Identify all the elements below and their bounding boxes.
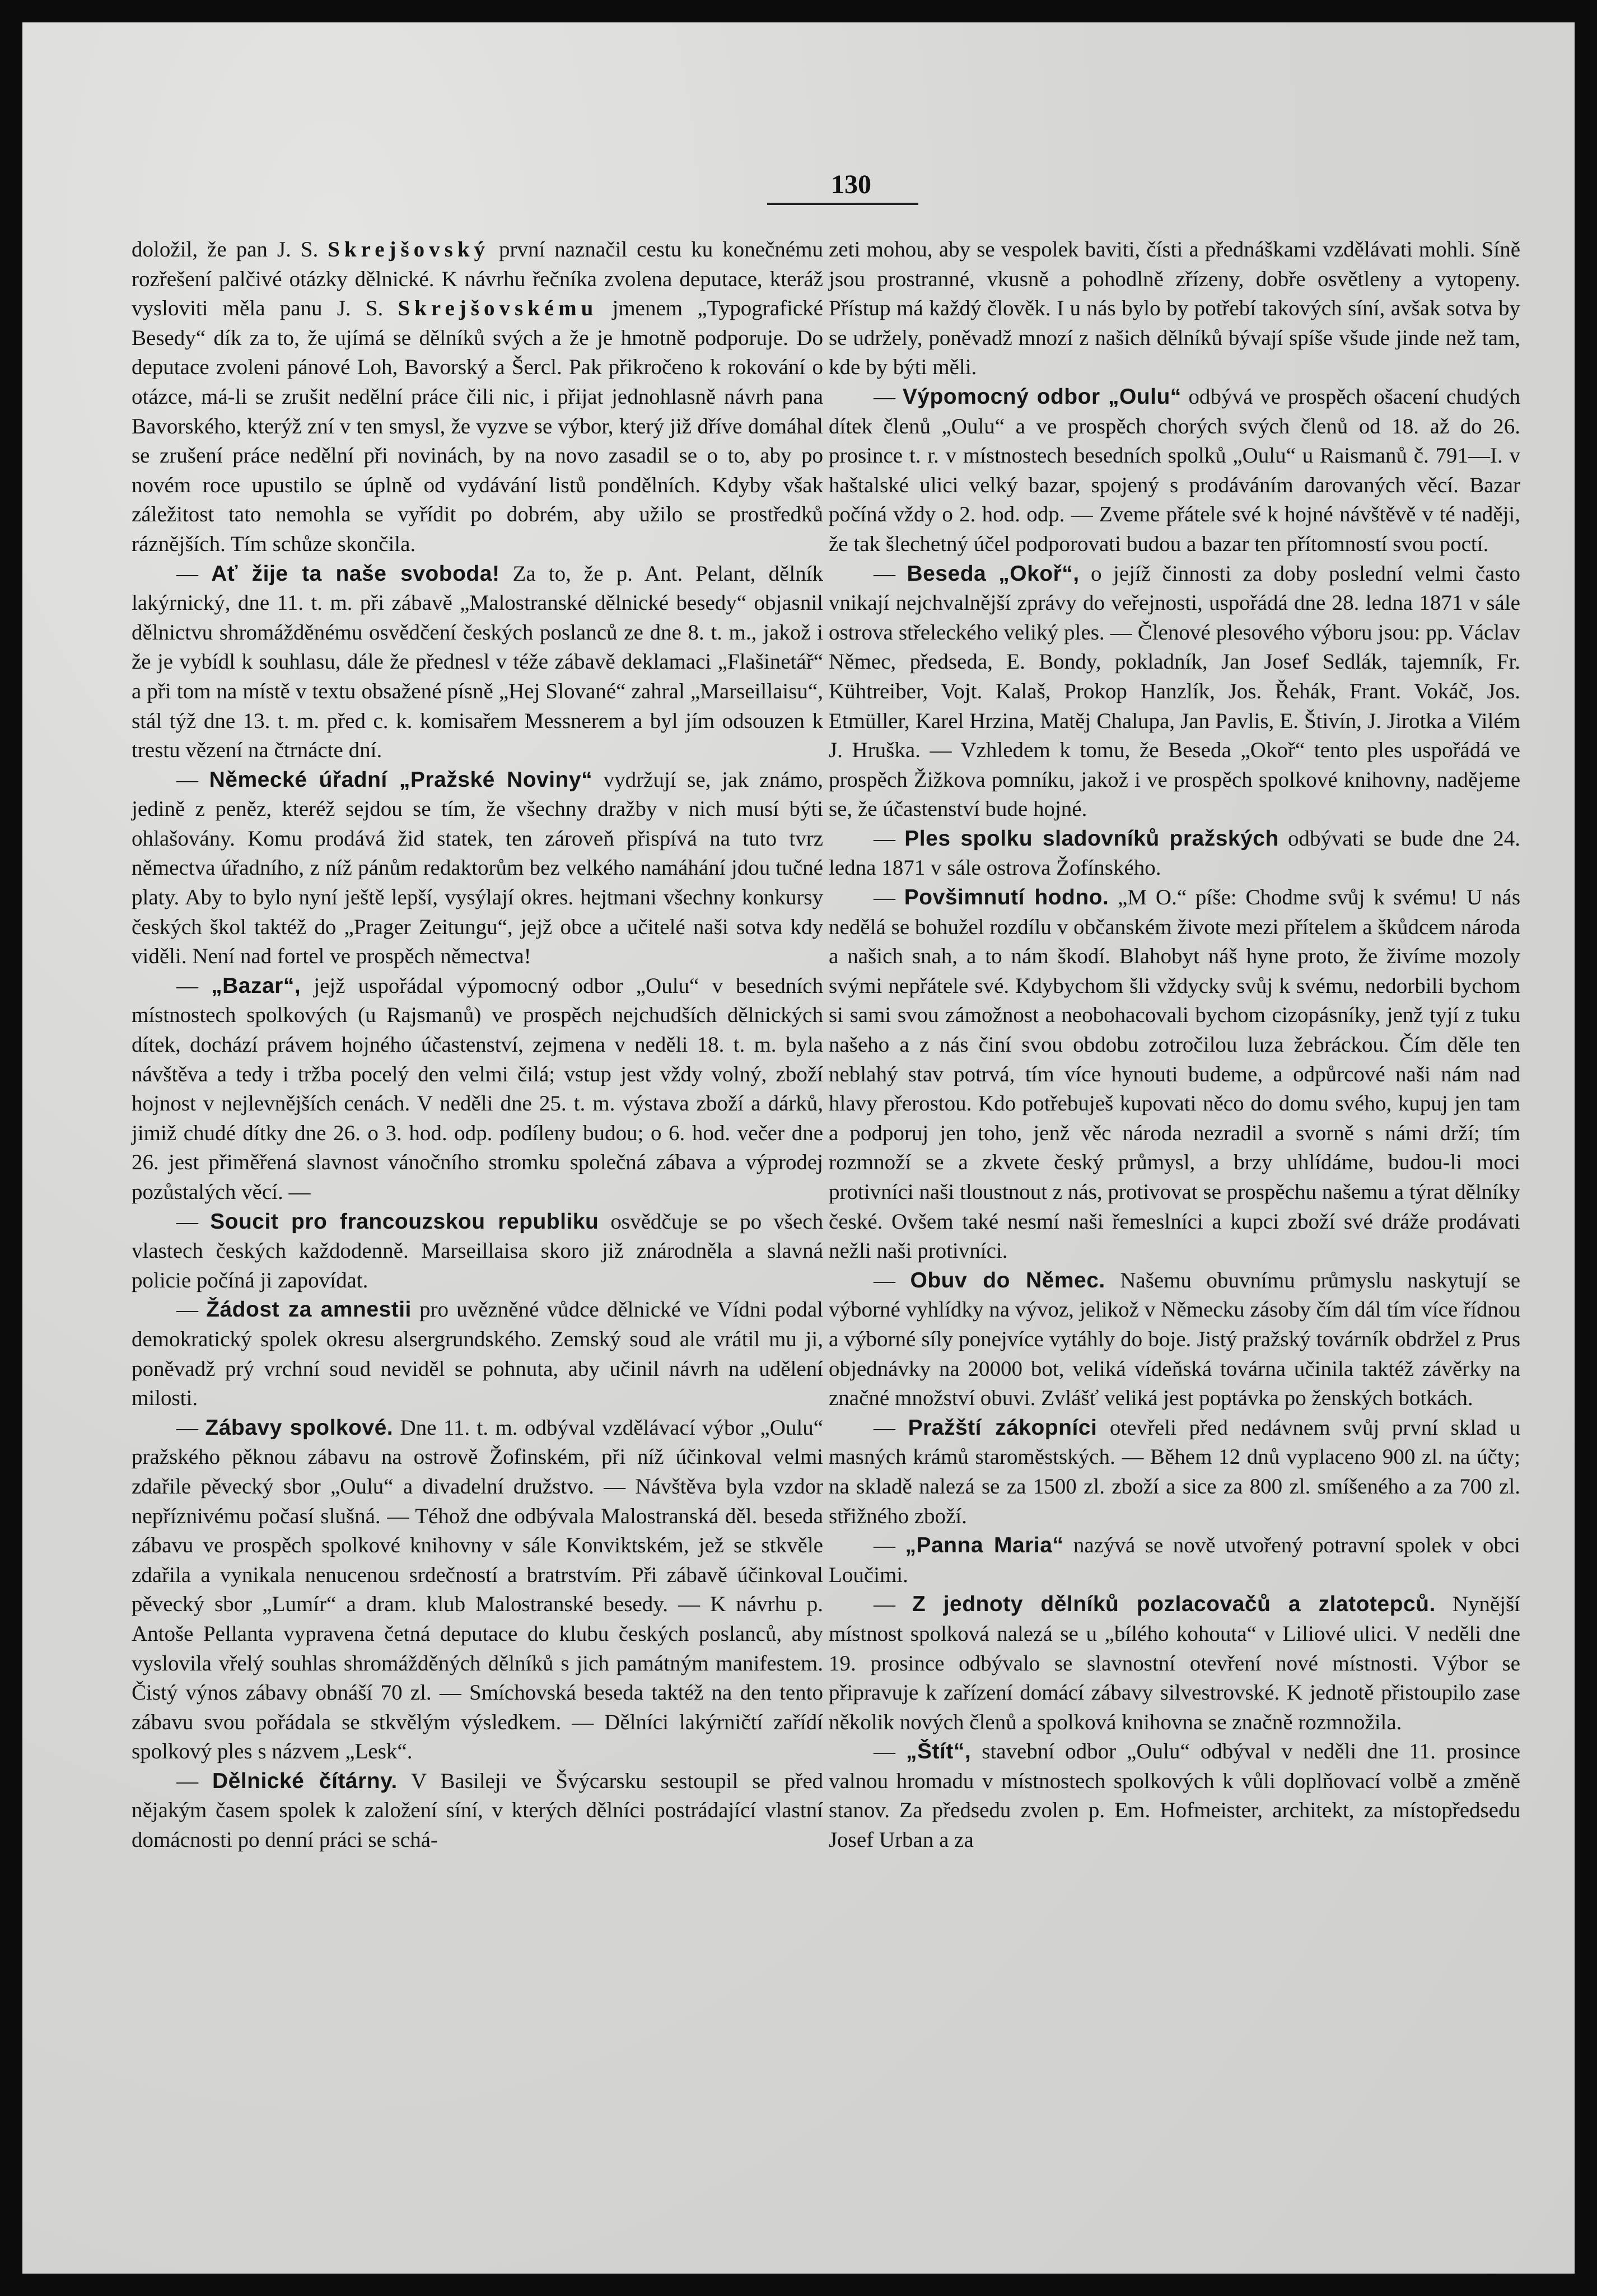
- article-heading: Německé úřadní „Pražské Noviny“: [209, 767, 593, 792]
- article-text: Dne 11. t. m. odbýval vzdělávací výbor „Oulu“ pražského pěknou zábavu na ostrově Žofinském, při níž účinkoval velmi zdařile pěvecký sbor „Oulu“ a divadelní družstvo. — Návštěva byla vzdor nepříznivému počasí slušná. — Téhož dne odbývala Malostranská děl. beseda zábavu ve prospěch spolkové knihovny v sále Konviktském, jež se stkvěle zdařila a vynikala nenucenou srdečností a bratrstvím. Při zábavě účinkoval pěvecký sbor „Lumír“ a dram. klub Malostranské besedy. — K návrhu p. Antoše Pellanta vypravena četná deputace do klubu českých poslanců, aby vyslovila vřelý souhlas shromážděných dělníků s jich památným manifestem. Čistý výnos zábavy obnáší 70 zl. — Smíchovská beseda taktéž na den tento zábavu svou pořádala se stkvělým výsledkem. — Dělníci lakýrničtí zařídí spolkový ples s názvem „Lesk“.: [132, 1415, 824, 1764]
- article-text: jmenem „Typografické Besedy“ dík za to, že ujímá se dělníků svých a že je hmotně podporuje. Do deputace zvoleni pánové Loh, Bavorský a Šercl. Pak přikročeno k rokování o otázce, má-li se zrušit nedělní práce čili nic, i přijat jednohlasně návrh pana Bavorského, kterýž zní v ten smysl, že vyzve se výbor, který již dříve domáhal se zrušení práce nedělní při novinách, by na novo zasadil se o to, aby po novém roce upustilo se úplně od vydávání listů pondělních. Kdyby však záležitost tato nemohla se vyřídit po dobrém, aby užilo se prostředků ráznějších. Tím schůze skončila.: [132, 296, 823, 556]
- article-text: pro uvězněné vůdce dělnické ve Vídni podal demokratický spolek okresu alsergrundského. Zemský soud ale vrátil mu ji, poněvadž prý vrchní soud neviděl se pohnuta, aby učinil návrh na udělení milosti.: [132, 1298, 823, 1411]
- article-heading: „Štít“,: [906, 1739, 972, 1764]
- article-text: Za to, že p. Ant. Pelant, dělník lakýrnický, dne 11. t. m. při zábavě „Malostranské dělnické besedy“ objasnil dělnictvu shromážděnému osvědčení českých poslanců ze dne 8. t. m., jakož i že je vybídl k souhlasu, dále že přednesl v téže zábavě deklamaci „Flašinetář“ a při tom na místě v textu obsažené písně „Hej Slované“ zahral „Marseillaisu“, stál týž dne 13. t. m. před c. k. komisařem Messnerem a byl jím odsouzen k trestu vězení na čtrnácte dní.: [132, 561, 823, 763]
- page-number-rule: [767, 203, 918, 205]
- article-paragraph: — „Panna Maria“ nazývá se nově utvořený potravní spolek v obci Loučimi.: [829, 1533, 1520, 1587]
- article-paragraph: [829, 235, 1520, 382]
- article-text: odbývati se bude dne 24. ledna 1871 v sále ostrova Žofínského.: [829, 826, 1520, 880]
- article-paragraph: — „Štít“, stavební odbor „Oulu“ odbýval v neděli dne 11. prosince valnou hromadu v místnostech spolkových k vůli doplňovací volbě a změně stanov. Za předsedu zvolen p. Em. Hofmeister, architekt, za místopředsedu Josef Urban a za: [829, 1739, 1521, 1852]
- article-heading: Dělnické čítárny.: [212, 1768, 398, 1793]
- article-heading: Ples spolku sladovníků pražských: [904, 826, 1279, 851]
- article-heading: „Panna Maria“: [905, 1533, 1064, 1558]
- article-text: otevřeli před nedávnem svůj první sklad u masných krámů staroměstských. — Během 12 dnů vyplaceno 900 zl. na účty; na skladě nalezá se za 1500 zl. zboží a sice za 800 zl. smíšeného a za 700 zl. střižného zboží.: [829, 1415, 1521, 1528]
- article-text: nazývá se nově utvořený potravní spolek v obci Loučimi.: [829, 1533, 1520, 1587]
- article-paragraph: — Ples spolku sladovníků pražských odbývati se bude dne 24. ledna 1871 v sále ostrova Žofínského.: [829, 826, 1520, 880]
- article-paragraph: — Soucit pro francouzskou republiku osvědčuje se po všech vlastech českých každodenně. Marseillaisa skoro již znárodněla a slavná policie počíná ji zapovídat.: [132, 1209, 824, 1292]
- article-text: stavební odbor „Oulu“ odbýval v neděli dne 11. prosince valnou hromadu v místnostech spolkových k vůli doplňovací volbě a změně stanov. Za předsedu zvolen p. Em. Hofmeister, architekt, za místopředsedu Josef Urban a za: [829, 1739, 1521, 1852]
- article-paragraph: — Žádost za amnestii pro uvězněné vůdce dělnické ve Vídni podal demokratický spolek okresu alsergrundského. Zemský soud ale vrátil mu ji, poněvadž prý vrchní soud neviděl se pohnuta, aby učinil návrh na udělení milosti.: [132, 1298, 823, 1411]
- article-heading: Výpomocný odbor „Oulu“: [902, 384, 1182, 409]
- article-text: Našemu obuvnímu průmyslu naskytují se výborné vyhlídky na vývoz, jelikož v Německu zásoby čím dál tím více řídnou a výborné síly ponejvíce vytáhly do boje. Jistý pražský továrník obdržel z Prus objednávky na 20000 bot, veliká vídeňská továrna učinila taktéž závěrky na značné množství obuvi. Zvlášť veliká jest poptávka po ženských botkách.: [829, 1268, 1520, 1411]
- article-heading: Z jednoty dělníků pozlacovačů a zlatotepců.: [912, 1592, 1436, 1617]
- left-column: [132, 235, 823, 1855]
- article-heading: Zábavy spolkové.: [205, 1415, 394, 1440]
- article-paragraph: — Beseda „Okoř“, o jejíž činnosti za doby poslední velmi často vnikají nejchvalnější zprávy do veřejnosti, uspořádá dne 28. ledna 1871 v sále ostrova střeleckého veliký ples. — Členové plesového výboru jsou: pp. Václav Němec, předseda, E. Bondy, pokladník, Jan Josef Sedlák, tajemník, Fr. Kühtreiber, Vojt. Kalaš, Prokop Hanzlík, Jos. Řehák, Frant. Vokáč, Jos. Etmüller, Karel Hrzina, Matěj Chalupa, Jan Pavlis, E. Štivín, J. Jirotka a Vilém J. Hruška. — Vzhledem k tomu, že Beseda „Okoř“ tento ples uspořádá ve prospěch Žižkova pomníku, jakož i ve prospěch spolkové knihovny, nadějeme se, že účastenství bude hojné.: [829, 561, 1520, 822]
- article-heading: Povšimnutí hodno.: [904, 885, 1109, 910]
- article-paragraph: — Německé úřadní „Pražské Noviny“ vydržují se, jak známo, jedině z peněz, kteréž sejdou se tím, že všechny dražby v nich musí býti ohlašovány. Komu prodává žid statek, ten zároveň přispívá na tuto tvrz němectva úřadního, z níž pánům redaktorům bez velkého namáhání jdou tučné platy. Aby to bylo nyní ještě lepší, vysýlají okres. hejtmani všechny konkursy českých škol taktéž do „Prager Zeitungu“, jejž obce a učitelé naši sotva kdy viděli. Není nad fortel ve prospěch němectva!: [132, 767, 824, 969]
- spaced-name: Skrejšovský: [328, 237, 490, 262]
- article-heading: Obuv do Němec.: [910, 1268, 1105, 1292]
- article-text: osvědčuje se po všech vlastech českých každodenně. Marseillaisa skoro již znárodněla a slavná policie počíná ji zapovídat.: [132, 1209, 824, 1292]
- article-paragraph: — Pražští zákopníci otevřeli před nedávnem svůj první sklad u masných krámů staroměstských. — Během 12 dnů vyplaceno 900 zl. na účty; na skladě nalezá se za 1500 zl. zboží a sice za 800 zl. smíšeného a za 700 zl. střižného zboží.: [829, 1415, 1521, 1528]
- article-heading: Beseda „Okoř“,: [907, 561, 1080, 586]
- article-paragraph: — Ať žije ta naše svoboda! Za to, že p. Ant. Pelant, dělník lakýrnický, dne 11. t. m. při zábavě „Malostranské dělnické besedy“ objasnil dělnictvu shromážděnému osvědčení českých poslanců ze dne 8. t. m., jakož i že je vybídl k souhlasu, dále že přednesl v téže zábavě deklamaci „Flašinetář“ a při tom na místě v textu obsažené písně „Hej Slované“ zahral „Marseillaisu“, stál týž dne 13. t. m. před c. k. komisařem Messnerem a byl jím odsouzen k trestu vězení na čtrnácte dní.: [132, 561, 823, 763]
- right-column: [829, 235, 1520, 1855]
- article-paragraph: — Z jednoty dělníků pozlacovačů a zlatotepců. Nynější místnost spolková nalezá se u „bílého kohouta“ v Liliové ulici. V neděli dne 19. prosince odbývalo se slavnostní otevření nové místnosti. Výbor se připravuje k zařízení domácí zábavy silvestrovské. K jednotě přistoupilo zase několik nových členů a spolková knihovna se značně rozmnožila.: [829, 1592, 1521, 1734]
- page-number: 130: [831, 170, 871, 199]
- article-text: doložil, že pan J. S.: [132, 237, 328, 262]
- article-paragraph: — „Bazar“, jejž uspořádal výpomocný odbor „Oulu“ v besedních místnostech spolkových (u Rajsmanů) ve prospěch nejchudších dělnických dítek, dochází právem hojného účastenství, zejmena v neděli 18. t. m. byla návštěva a tedy i tržba pocelý den velmi čilá; vstup jest vždy volný, zboží hojnost v nejlevnějších cenách. V neděli dne 25. t. m. výstava zboží a dárků, jimiž chudé dítky dne 26. o 3. hod. odp. podíleny budou; o 6. hod. večer dne 26. jest přiměřená slavnost vánočního stromku společná zábava a výprodej pozůstalých věcí. —: [132, 973, 824, 1204]
- article-text: o jejíž činnosti za doby poslední velmi často vnikají nejchvalnější zprávy do veřejnosti, uspořádá dne 28. ledna 1871 v sále ostrova střeleckého veliký ples. — Členové plesového výboru jsou: pp. Václav Němec, předseda, E. Bondy, pokladník, Jan Josef Sedlák, tajemník, Fr. Kühtreiber, Vojt. Kalaš, Prokop Hanzlík, Jos. Řehák, Frant. Vokáč, Jos. Etmüller, Karel Hrzina, Matěj Chalupa, Jan Pavlis, E. Štivín, J. Jirotka a Vilém J. Hruška. — Vzhledem k tomu, že Beseda „Okoř“ tento ples uspořádá ve prospěch Žižkova pomníku, jakož i ve prospěch spolkové knihovny, nadějeme se, že účastenství bude hojné.: [829, 561, 1520, 822]
- article-paragraph: — Dělnické čítárny. V Basileji ve Švýcarsku sestoupil se před nějakým časem spolek k založení síní, v kterých dělníci postrádající vlastní domácnosti po denní práci se schá-: [132, 1768, 824, 1852]
- article-text: odbývá ve prospěch ošacení chudých dítek členů „Oulu“ a ve prospěch chorých svých členů od 18. až do 26. prosince t. r. v místnostech besedních spolků „Oulu“ u Raismanů č. 791—I. v haštalské ulici velký bazar, spojený s prodáváním darovaných věcí. Bazar počíná vždy o 2. hod. odp. — Zveme přátele své k hojné návštěvě v té naději, že tak šlechetný účel podporovati budou a bazar ten přítomností svou poctí.: [829, 384, 1521, 556]
- article-paragraph: — Zábavy spolkové. Dne 11. t. m. odbýval vzdělávací výbor „Oulu“ pražského pěknou zábavu na ostrově Žofinském, při níž účinkoval velmi zdařile pěvecký sbor „Oulu“ a divadelní družstvo. — Návštěva byla vzdor nepříznivému počasí slušná. — Téhož dne odbývala Malostranská děl. beseda zábavu ve prospěch spolkové knihovny v sále Konviktském, jež se stkvěle zdařila a vynikala nenucenou srdečností a bratrstvím. Při zábavě účinkoval pěvecký sbor „Lumír“ a dram. klub Malostranské besedy. — K návrhu p. Antoše Pellanta vypravena četná deputace do klubu českých poslanců, aby vyslovila vřelý souhlas shromážděných dělníků s jich památným manifestem. Čistý výnos zábavy obnáší 70 zl. — Smíchovská beseda taktéž na den tento zábavu svou pořádala se stkvělým výsledkem. — Dělníci lakýrničtí zařídí spolkový ples s názvem „Lesk“.: [132, 1415, 824, 1764]
- article-text: první naznačil cestu ku konečnému rozřešení palčivé otázky dělnické. K návrhu řečníka zvolena deputace, kteráž vysloviti měla panu J. S.: [132, 237, 823, 321]
- article-text: vydržují se, jak známo, jedině z peněz, kteréž sejdou se tím, že všechny dražby v nich musí býti ohlašovány. Komu prodává žid statek, ten zároveň přispívá na tuto tvrz němectva úřadního, z níž pánům redaktorům bez velkého namáhání jdou tučné platy. Aby to bylo nyní ještě lepší, vysýlají okres. hejtmani všechny konkursy českých škol taktéž do „Prager Zeitungu“, jejž obce a učitelé naši sotva kdy viděli. Není nad fortel ve prospěch němectva!: [132, 767, 824, 969]
- newspaper-page: [22, 22, 1575, 2274]
- article-paragraph: [132, 235, 823, 559]
- article-text: Nynější místnost spolková nalezá se u „bílého kohouta“ v Liliové ulici. V neděli dne 19. prosince odbývalo se slavnostní otevření nové místnosti. Výbor se připravuje k zařízení domácí zábavy silvestrovské. K jednotě přistoupilo zase několik nových členů a spolková knihovna se značně rozmnožila.: [829, 1592, 1521, 1734]
- article-heading: Žádost za amnestii: [206, 1298, 412, 1322]
- article-paragraph: — Povšimnutí hodno. „M O.“ píše: Chodme svůj k svému! U nás nedělá se bohužel rozdílu v občanském živote mezi přítelem a škůdcem národa a našich snah, a to nám škodí. Blahobyt náš hyne proto, že živíme mozoly svými nepřátele své. Kdybychom šli vždycky svůj k svému, nedorbili bychom si sami svou zámožnost a neobohacovali bychom cizopásníky, jenž tyjí z tuku našeho a z nás činí svou obdobu zotročilou luza žebráckou. Čím děle ten neblahý stav potrvá, tím více hynouti budeme, a odpůrcové naši nám nad hlavy přerostou. Kdo potřebuješ kupovati něco do domu svého, kupuj jen tam a podporuj jen toho, jenž věc národa nezradil a svorně s námi drží; tím rozmnoží se a zkvete český průmysl, a brzy uhlídáme, budou-li moci protivníci naši tloustnout z nás, protivovat se prospěchu našemu a týrat dělníky české. Ovšem také nesmí naši řemeslníci a kupci zboží své dráže prodávati nežli naši protivníci.: [829, 885, 1520, 1263]
- article-heading: Soucit pro francouzskou republiku: [210, 1209, 599, 1234]
- spaced-name: Skrejšovskému: [398, 296, 598, 321]
- article-text: „M O.“ píše: Chodme svůj k svému! U nás nedělá se bohužel rozdílu v občanském živote mezi přítelem a škůdcem národa a našich snah, a to nám škodí. Blahobyt náš hyne proto, že živíme mozoly svými nepřátele své. Kdybychom šli vždycky svůj k svému, nedorbili bychom si sami svou zámožnost a neobohacovali bychom cizopásníky, jenž tyjí z tuku našeho a z nás činí svou obdobu zotročilou luza žebráckou. Čím děle ten neblahý stav potrvá, tím více hynouti budeme, a odpůrcové naši nám nad hlavy přerostou. Kdo potřebuješ kupovati něco do domu svého, kupuj jen tam a podporuj jen toho, jenž věc národa nezradil a svorně s námi drží; tím rozmnoží se a zkvete český průmysl, a brzy uhlídáme, budou-li moci protivníci naši tloustnout z nás, protivovat se prospěchu našemu a týrat dělníky české. Ovšem také nesmí naši řemeslníci a kupci zboží své dráže prodávati nežli naši protivníci.: [829, 885, 1520, 1263]
- article-text: jejž uspořádal výpomocný odbor „Oulu“ v besedních místnostech spolkových (u Rajsmanů) ve prospěch nejchudších dělnických dítek, dochází právem hojného účastenství, zejmena v neděli 18. t. m. byla návštěva a tedy i tržba pocelý den velmi čilá; vstup jest vždy volný, zboží hojnost v nejlevnějších cenách. V neděli dne 25. t. m. výstava zboží a dárků, jimiž chudé dítky dne 26. o 3. hod. odp. podíleny budou; o 6. hod. večer dne 26. jest přiměřená slavnost vánočního stromku společná zábava a výprodej pozůstalých věcí. —: [132, 973, 824, 1204]
- article-heading: „Bazar“,: [211, 973, 301, 998]
- article-text: zeti mohou, aby se vespolek baviti, čísti a přednáškami vzdělávati mohli. Síně jsou prostranné, vkusně a pohodlně zřízeny, dobře osvětleny a vytopeny. Přístup má každý člověk. I u nás bylo by potřebí takových síní, avšak sotva by se udržely, poněvadž mnozí z našich dělníků bývají spíše všude jinde než tam, kde by býti měli.: [829, 237, 1520, 380]
- article-paragraph: — Obuv do Němec. Našemu obuvnímu průmyslu naskytují se výborné vyhlídky na vývoz, jelikož v Německu zásoby čím dál tím více řídnou a výborné síly ponejvíce vytáhly do boje. Jistý pražský továrník obdržel z Prus objednávky na 20000 bot, veliká vídeňská továrna učinila taktéž závěrky na značné množství obuvi. Zvlášť veliká jest poptávka po ženských botkách.: [829, 1268, 1520, 1411]
- article-text: V Basileji ve Švýcarsku sestoupil se před nějakým časem spolek k založení síní, v kterých dělníci postrádající vlastní domácnosti po denní práci se schá-: [132, 1768, 824, 1852]
- article-heading: Pražští zákopníci: [908, 1415, 1098, 1440]
- article-heading: Ať žije ta naše svoboda!: [211, 561, 500, 586]
- article-paragraph: — Výpomocný odbor „Oulu“ odbývá ve prospěch ošacení chudých dítek členů „Oulu“ a ve prospěch chorých svých členů od 18. až do 26. prosince t. r. v místnostech besedních spolků „Oulu“ u Raismanů č. 791—I. v haštalské ulici velký bazar, spojený s prodáváním darovaných věcí. Bazar počíná vždy o 2. hod. odp. — Zveme přátele své k hojné návštěvě v té naději, že tak šlechetný účel podporovati budou a bazar ten přítomností svou poctí.: [829, 384, 1521, 556]
